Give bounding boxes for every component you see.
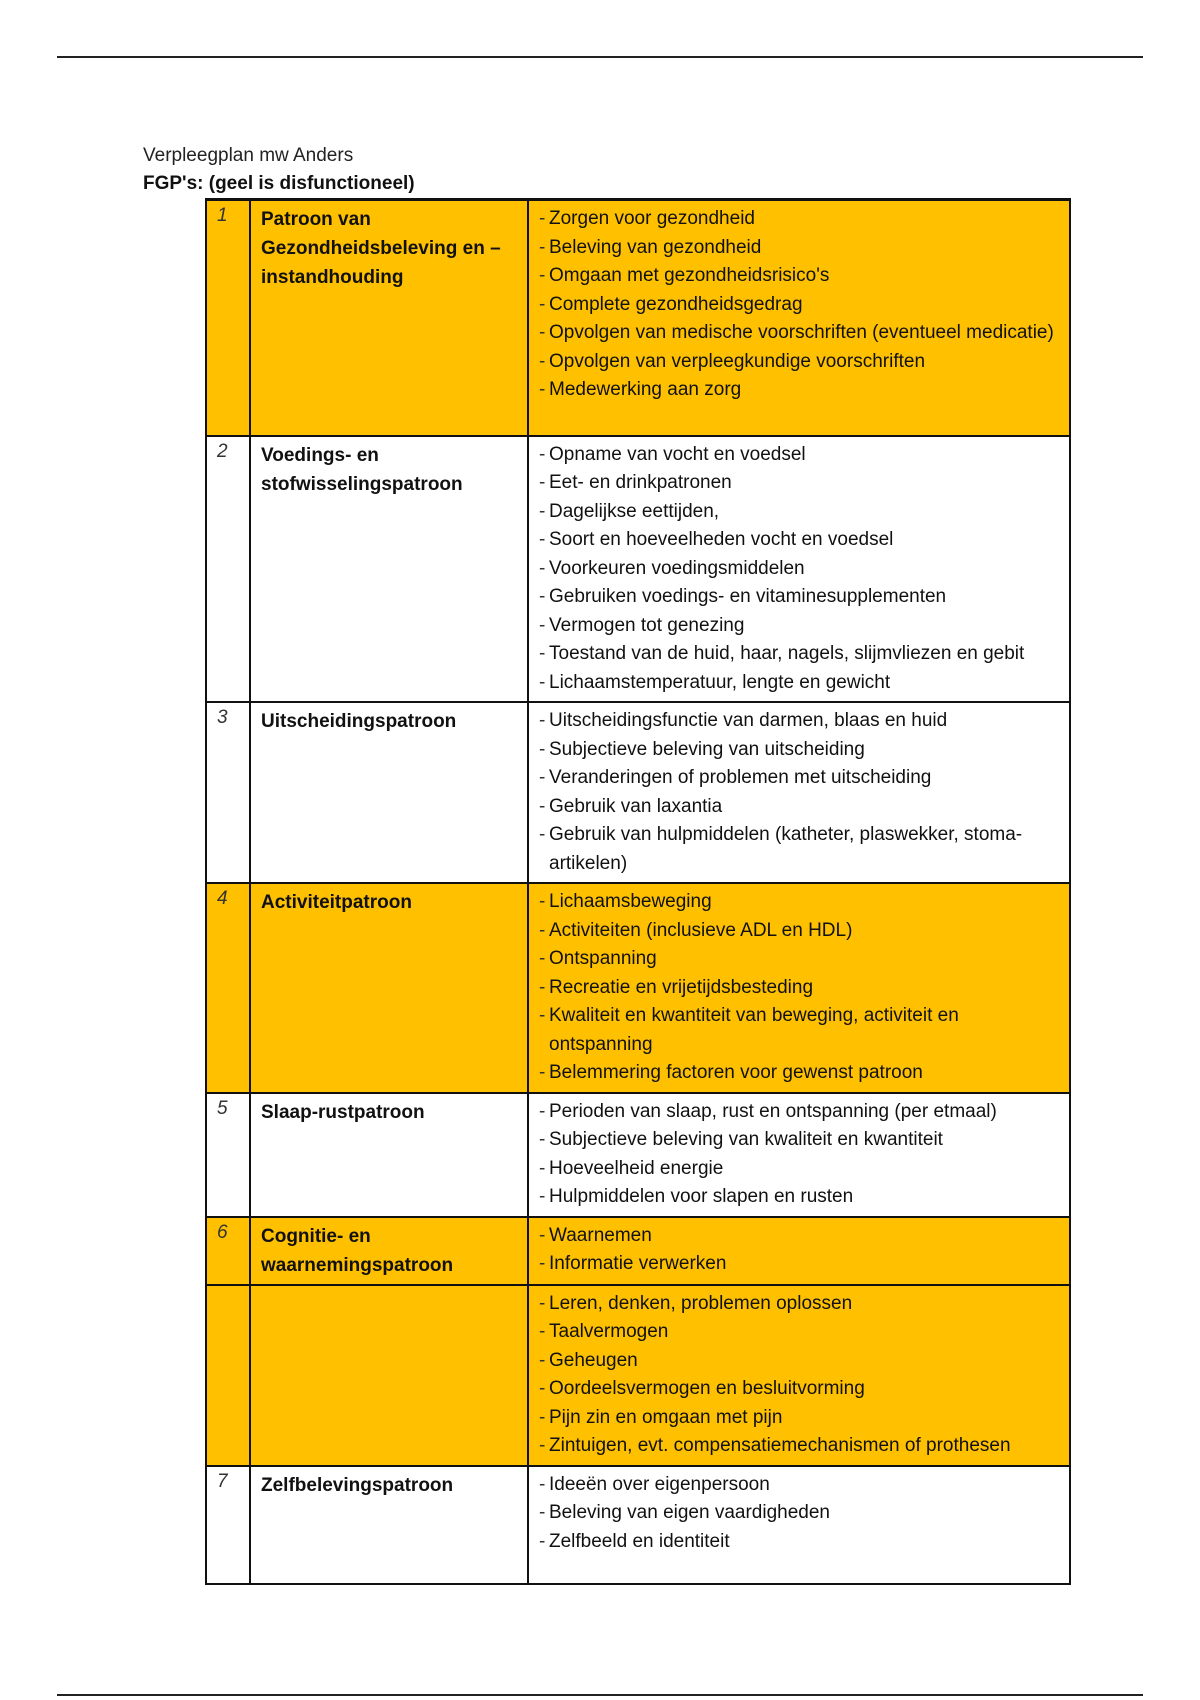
pattern-items-list — [539, 707, 1061, 878]
pattern-name: Slaap-rustpatroon — [250, 1093, 528, 1217]
list-item: - Zintuigen, evt. compensatiemechanismen of prothesen — [539, 1432, 1061, 1461]
list-item: - Geheugen — [539, 1347, 1061, 1376]
list-item: - Activiteiten (inclusieve ADL en HDL) — [539, 917, 1061, 946]
list-item: - Leren, denken, problemen oplossen — [539, 1290, 1061, 1319]
list-item: - Oordeelsvermogen en besluitvorming — [539, 1375, 1061, 1404]
list-item: - Beleving van eigen vaardigheden — [539, 1499, 1061, 1528]
pattern-items-list — [539, 1098, 1061, 1212]
pattern-items-cell — [528, 200, 1070, 436]
list-item: - Subjectieve beleving van uitscheiding — [539, 736, 1061, 765]
list-item: - Opname van vocht en voedsel — [539, 441, 1061, 470]
pattern-items-cell — [528, 883, 1070, 1093]
list-item: - Voorkeuren voedingsmiddelen — [539, 555, 1061, 584]
list-item: - Zelfbeeld en identiteit — [539, 1528, 1061, 1557]
list-item: - Belemmering factoren voor gewenst patroon — [539, 1059, 1061, 1088]
pattern-items-list — [539, 1471, 1061, 1557]
pattern-name: Voedings- en stofwisselingspatroon — [250, 436, 528, 703]
document-title: Verpleegplan mw Anders — [143, 145, 354, 166]
list-item: - Informatie verwerken — [539, 1250, 1061, 1279]
pattern-name — [250, 1285, 528, 1466]
document-subtitle: FGP's: (geel is disfunctioneel) — [143, 173, 415, 194]
table-body — [206, 200, 1070, 1584]
list-item: - Toestand van de huid, haar, nagels, slijmvliezen en gebit — [539, 640, 1061, 669]
list-item: - Uitscheidingsfunctie van darmen, blaas en huid — [539, 707, 1061, 736]
pattern-items-cell — [528, 702, 1070, 883]
list-item: - Dagelijkse eettijden, — [539, 498, 1061, 527]
pattern-row — [206, 436, 1070, 703]
list-item: - Gebruik van hulpmiddelen (katheter, plaswekker, stoma-artikelen) — [539, 821, 1061, 878]
pattern-items-cell — [528, 1285, 1070, 1466]
pattern-number: 6 — [206, 1217, 250, 1285]
pattern-items-cell — [528, 1093, 1070, 1217]
list-item: - Ontspanning — [539, 945, 1061, 974]
pattern-row — [206, 1217, 1070, 1285]
list-item: - Opvolgen van medische voorschriften (eventueel medicatie) — [539, 319, 1061, 348]
list-item: - Gebruik van laxantia — [539, 793, 1061, 822]
list-item: - Lichaamsbeweging — [539, 888, 1061, 917]
list-item: - Hoeveelheid energie — [539, 1155, 1061, 1184]
list-item: - Kwaliteit en kwantiteit van beweging, activiteit en ontspanning — [539, 1002, 1061, 1059]
pattern-number: 1 — [206, 200, 250, 436]
list-item: - Vermogen tot genezing — [539, 612, 1061, 641]
pattern-number: 5 — [206, 1093, 250, 1217]
list-item: - Pijn zin en omgaan met pijn — [539, 1404, 1061, 1433]
list-item: - Perioden van slaap, rust en ontspanning (per etmaal) — [539, 1098, 1061, 1127]
list-item: - Subjectieve beleving van kwaliteit en kwantiteit — [539, 1126, 1061, 1155]
pattern-row — [206, 1285, 1070, 1466]
pattern-name: Activiteitpatroon — [250, 883, 528, 1093]
list-item: - Veranderingen of problemen met uitscheiding — [539, 764, 1061, 793]
pattern-items-list — [539, 205, 1061, 405]
pattern-items-cell — [528, 1217, 1070, 1285]
pattern-row — [206, 1466, 1070, 1584]
pattern-items-list — [539, 1290, 1061, 1461]
pattern-name: Zelfbelevingspatroon — [250, 1466, 528, 1584]
list-item: - Soort en hoeveelheden vocht en voedsel — [539, 526, 1061, 555]
pattern-number: 2 — [206, 436, 250, 703]
pattern-number: 7 — [206, 1466, 250, 1584]
pattern-row — [206, 1093, 1070, 1217]
pattern-number: 3 — [206, 702, 250, 883]
pattern-name: Cognitie- en waarnemingspatroon — [250, 1217, 528, 1285]
list-item: - Ideeën over eigenpersoon — [539, 1471, 1061, 1500]
pattern-items-list — [539, 1222, 1061, 1279]
pattern-items-list — [539, 441, 1061, 698]
pattern-items-cell — [528, 436, 1070, 703]
list-item: - Medewerking aan zorg — [539, 376, 1061, 405]
list-item: - Hulpmiddelen voor slapen en rusten — [539, 1183, 1061, 1212]
functional-health-patterns-table — [205, 198, 1071, 1585]
list-item: - Recreatie en vrijetijdsbesteding — [539, 974, 1061, 1003]
pattern-items-list — [539, 888, 1061, 1088]
pattern-items-cell — [528, 1466, 1070, 1584]
pattern-number: 4 — [206, 883, 250, 1093]
list-item: - Gebruiken voedings- en vitaminesupplementen — [539, 583, 1061, 612]
pattern-number — [206, 1285, 250, 1466]
list-item: - Eet- en drinkpatronen — [539, 469, 1061, 498]
list-item: - Omgaan met gezondheidsrisico's — [539, 262, 1061, 291]
list-item: - Waarnemen — [539, 1222, 1061, 1251]
list-item: - Zorgen voor gezondheid — [539, 205, 1061, 234]
pattern-row — [206, 702, 1070, 883]
pattern-row — [206, 883, 1070, 1093]
pattern-name: Patroon van Gezondheidsbeleving en –instandhouding — [250, 200, 528, 436]
list-item: - Beleving van gezondheid — [539, 234, 1061, 263]
page-header-rule — [57, 56, 1143, 58]
list-item: - Lichaamstemperatuur, lengte en gewicht — [539, 669, 1061, 698]
list-item: - Complete gezondheidsgedrag — [539, 291, 1061, 320]
page-footer-rule — [57, 1694, 1143, 1696]
pattern-row — [206, 200, 1070, 436]
list-item: - Opvolgen van verpleegkundige voorschriften — [539, 348, 1061, 377]
pattern-name: Uitscheidingspatroon — [250, 702, 528, 883]
list-item: - Taalvermogen — [539, 1318, 1061, 1347]
